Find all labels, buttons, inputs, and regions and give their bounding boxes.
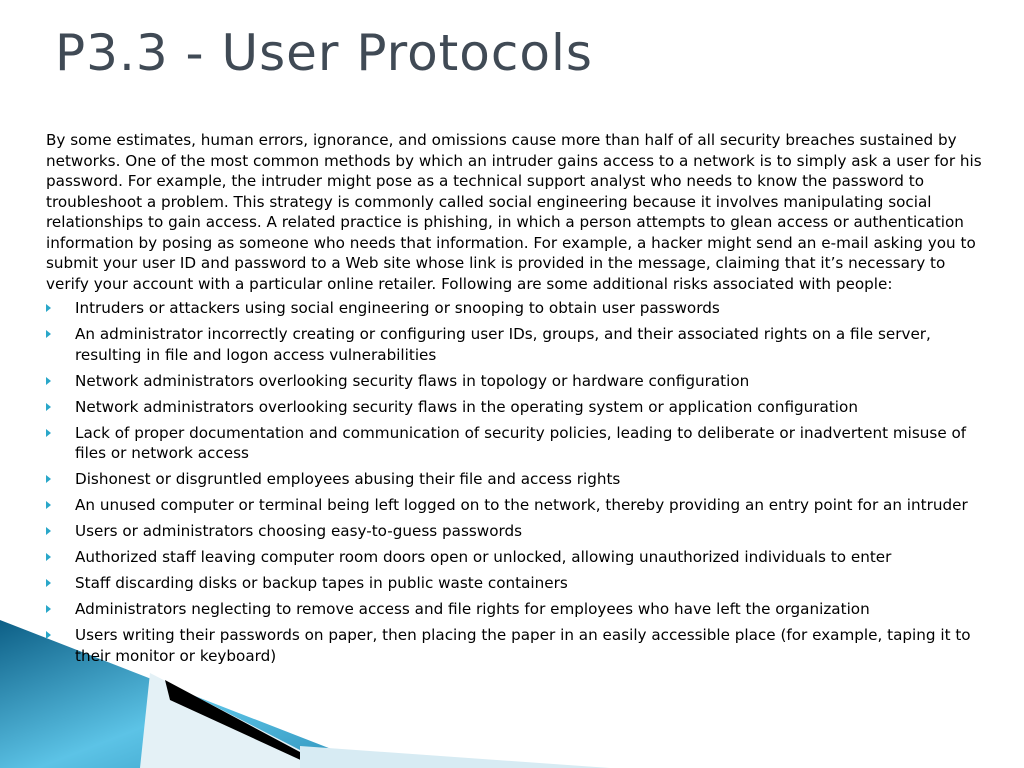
triangle-bullet-icon	[46, 579, 51, 587]
list-item-text: Dishonest or disgruntled employees abusing their file and access rights	[75, 470, 621, 488]
triangle-bullet-icon	[46, 475, 51, 483]
list-item-text: Staff discarding disks or backup tapes in public waste containers	[75, 574, 568, 592]
triangle-bullet-icon	[46, 527, 51, 535]
list-item-text: Lack of proper documentation and communication of security policies, leading to deliberate or inadvertent misuse of files or network access	[75, 423, 967, 462]
list-item-text: Authorized staff leaving computer room doors open or unlocked, allowing unauthorized individuals to enter	[75, 548, 892, 566]
list-item	[46, 324, 986, 365]
triangle-bullet-icon	[46, 553, 51, 561]
list-item	[46, 298, 986, 319]
list-item	[46, 469, 986, 490]
triangle-bullet-icon	[46, 631, 51, 639]
list-item	[46, 495, 986, 516]
list-item	[46, 625, 986, 666]
list-item	[46, 547, 986, 568]
list-item	[46, 521, 986, 542]
list-item-text: Users or administrators choosing easy-to-guess passwords	[75, 522, 523, 540]
list-item-text: Administrators neglecting to remove access and file rights for employees who have left the organization	[75, 600, 870, 618]
risk-list	[46, 298, 986, 666]
list-item	[46, 371, 986, 392]
triangle-bullet-icon	[46, 330, 51, 338]
list-item-text: Network administrators overlooking security flaws in the operating system or application configuration	[75, 397, 858, 416]
list-item-text: Intruders or attackers using social engineering or snooping to obtain user passwords	[75, 299, 720, 317]
list-item-text: An administrator incorrectly creating or configuring user IDs, groups, and their associated rights on a file server, resulting in file and logon access vulnerabilities	[75, 325, 931, 364]
triangle-bullet-icon	[46, 304, 51, 312]
triangle-bullet-icon	[46, 377, 51, 385]
slide-title: P3.3 - User Protocols	[55, 24, 593, 82]
list-item	[46, 599, 986, 620]
list-item	[46, 397, 986, 418]
intro-paragraph: By some estimates, human errors, ignorance, and omissions cause more than half of all security breaches sustained by networks. One of the most common methods by which an intruder gains access to a network is to simply ask a user for his password. For example, the intruder might pose as a technical support analyst who needs to know the password to troubleshoot a problem. This strategy is commonly called social engineering because it involves manipulating social relationships to gain access. A related practice is phishing, in which a person attempts to glean access or authentication information by posing as someone who needs that information. For example, a hacker might send an e-mail asking you to submit your user ID and password to a Web site whose link is provided in the message, claiming that it’s necessary to verify your account with a particular online retailer. Following are some additional risks associated with people:	[46, 131, 982, 293]
list-item-text: Users writing their passwords on paper, then placing the paper in an easily accessible place (for example, taping it to their monitor or keyboard)	[75, 626, 971, 665]
pale-tail-band	[300, 746, 610, 768]
triangle-bullet-icon	[46, 429, 51, 437]
triangle-bullet-icon	[46, 501, 51, 509]
list-item-text: An unused computer or terminal being left logged on to the network, thereby providing an entry point for an intruder	[75, 496, 968, 514]
triangle-bullet-icon	[46, 403, 51, 411]
list-item-text: Network administrators overlooking security flaws in topology or hardware configuration	[75, 371, 750, 390]
triangle-bullet-icon	[46, 605, 51, 613]
slide-body	[46, 130, 986, 672]
list-item	[46, 423, 986, 464]
list-item	[46, 573, 986, 594]
